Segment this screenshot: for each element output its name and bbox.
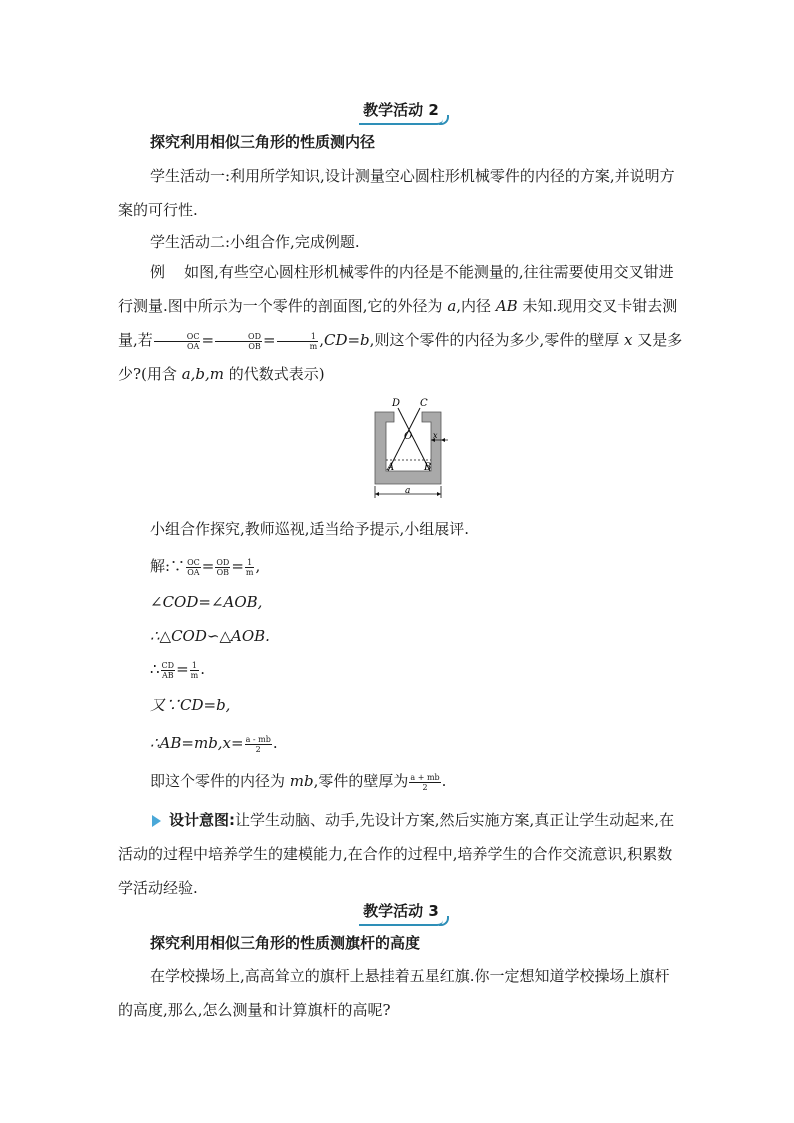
solution-line-3: ∴△COD∽△AOB.	[150, 627, 270, 645]
solution-line-2: ∠COD=∠AOB,	[150, 593, 263, 611]
fraction-a-plus-mb: $\frac{a + mb}{2}$	[410, 772, 440, 792]
triangle-marker-icon	[152, 815, 161, 827]
group-work: 小组合作探究,教师巡视,适当给予提示,小组展评.	[150, 520, 470, 538]
example-text-7: 的代数式表示)	[228, 365, 325, 383]
var-ab: AB	[495, 297, 518, 315]
caliper-diagram	[364, 394, 450, 502]
label-d: D	[392, 398, 401, 409]
activity-2-subtitle: 探究利用相似三角形的性质测内径	[150, 133, 376, 151]
a-arrow-right	[437, 492, 441, 496]
equals-sign: =	[201, 331, 215, 349]
example-text-2: ,内径	[456, 297, 492, 315]
solution-line-4: ∴ $\frac{CD}{AB}$ = $\frac{1}{m}$ .	[150, 660, 206, 680]
fraction-cd-ab: $\frac{CD}{AB}$	[161, 660, 175, 680]
design-intent-text: 让学生动脑、动手,先设计方案,然后实施方案,真正让学生动起来,在活动的过程中培养学生的建模能力,在合作的过程中,培养学生的合作交流意识,积累数学活动经验.	[118, 811, 675, 897]
solution-conclusion: 即这个零件的内径为 mb,零件的壁厚为 $\frac{a + mb}{2}$ .	[150, 772, 447, 792]
fraction-oc-oa: $\frac{OC}{OA}$	[154, 332, 201, 351]
example-text-3: 未知.现用交叉卡钳去测量,若	[118, 297, 678, 349]
equals-sign: =	[263, 331, 276, 349]
design-intent-label: 设计意图:	[169, 811, 235, 829]
var-a: a	[447, 297, 457, 315]
fraction-1-m: $\frac{1}{m}$	[245, 557, 254, 577]
activity-2-heading-wrap	[118, 99, 684, 125]
fraction-oc-oa: $\frac{OC}{OA}$	[187, 557, 200, 577]
solution-line-5: 又∵CD=b,	[150, 696, 231, 714]
x-arrow-right	[441, 438, 445, 442]
student-activity-1: 学生活动一:利用所学知识,设计测量空心圆柱形机械零件的内径的方案,并说明方案的可行性.	[118, 167, 675, 219]
part-cross-section	[375, 412, 441, 484]
solution-line-6: ∴AB=mb,x= $\frac{a - mb}{2}$ .	[150, 734, 278, 754]
design-intent	[118, 803, 684, 905]
activity-3-subtitle: 探究利用相似三角形的性质测旗杆的高度	[150, 934, 421, 952]
a-arrow-left	[375, 492, 379, 496]
label-o: O	[404, 431, 413, 442]
var-cd-b: CD=b	[323, 331, 370, 349]
label-b: B	[424, 462, 432, 473]
fraction-a-minus-mb: $\frac{a - mb}{2}$	[245, 734, 271, 754]
label-c: C	[420, 398, 428, 409]
label-x: x	[433, 431, 438, 440]
activity-3-heading-wrap	[118, 900, 684, 926]
example-lead: 例	[150, 263, 166, 281]
example-text-1: 如图,有些空心圆柱形机械零件的内径是不能测量的,往往需要使用交叉钳进行测量.图中所示为一个零件的剖面图,它的外径为	[118, 263, 674, 315]
fraction-od-ob: $\frac{OD}{OB}$	[215, 332, 262, 351]
var-abm: a,b,m	[181, 365, 224, 383]
label-a: A	[387, 462, 395, 473]
var-x: x	[624, 331, 633, 349]
fraction-1-m: $\frac{1}{m}$	[190, 660, 199, 680]
comma: ,	[319, 331, 324, 349]
solution-line-1: 解:∵ $\frac{OC}{OA}$ = $\frac{OD}{OB}$ = $\frac{1}{m}$ ,	[150, 557, 261, 577]
fraction-od-ob: $\frac{OD}{OB}$	[216, 557, 230, 577]
student-activity-2: 学生活动二:小组合作,完成例题.	[150, 233, 360, 251]
activity-2-heading: 教学活动 2	[359, 99, 443, 125]
example-text-5: ,则这个零件的内径为多少,零件的壁厚	[369, 331, 620, 349]
example-text-6: 又是多少?(用含	[118, 331, 683, 383]
example-paragraph	[118, 255, 684, 391]
label-a-dim: a	[405, 486, 411, 496]
activity-3-text: 在学校操场上,高高耸立的旗杆上悬挂着五星红旗.你一定想知道学校操场上旗杆的高度,那么,怎么测量和计算旗杆的高呢?	[118, 967, 670, 1019]
fraction-1-m: $\frac{1}{m}$	[277, 332, 319, 351]
activity-3-heading: 教学活动 3	[359, 900, 443, 926]
